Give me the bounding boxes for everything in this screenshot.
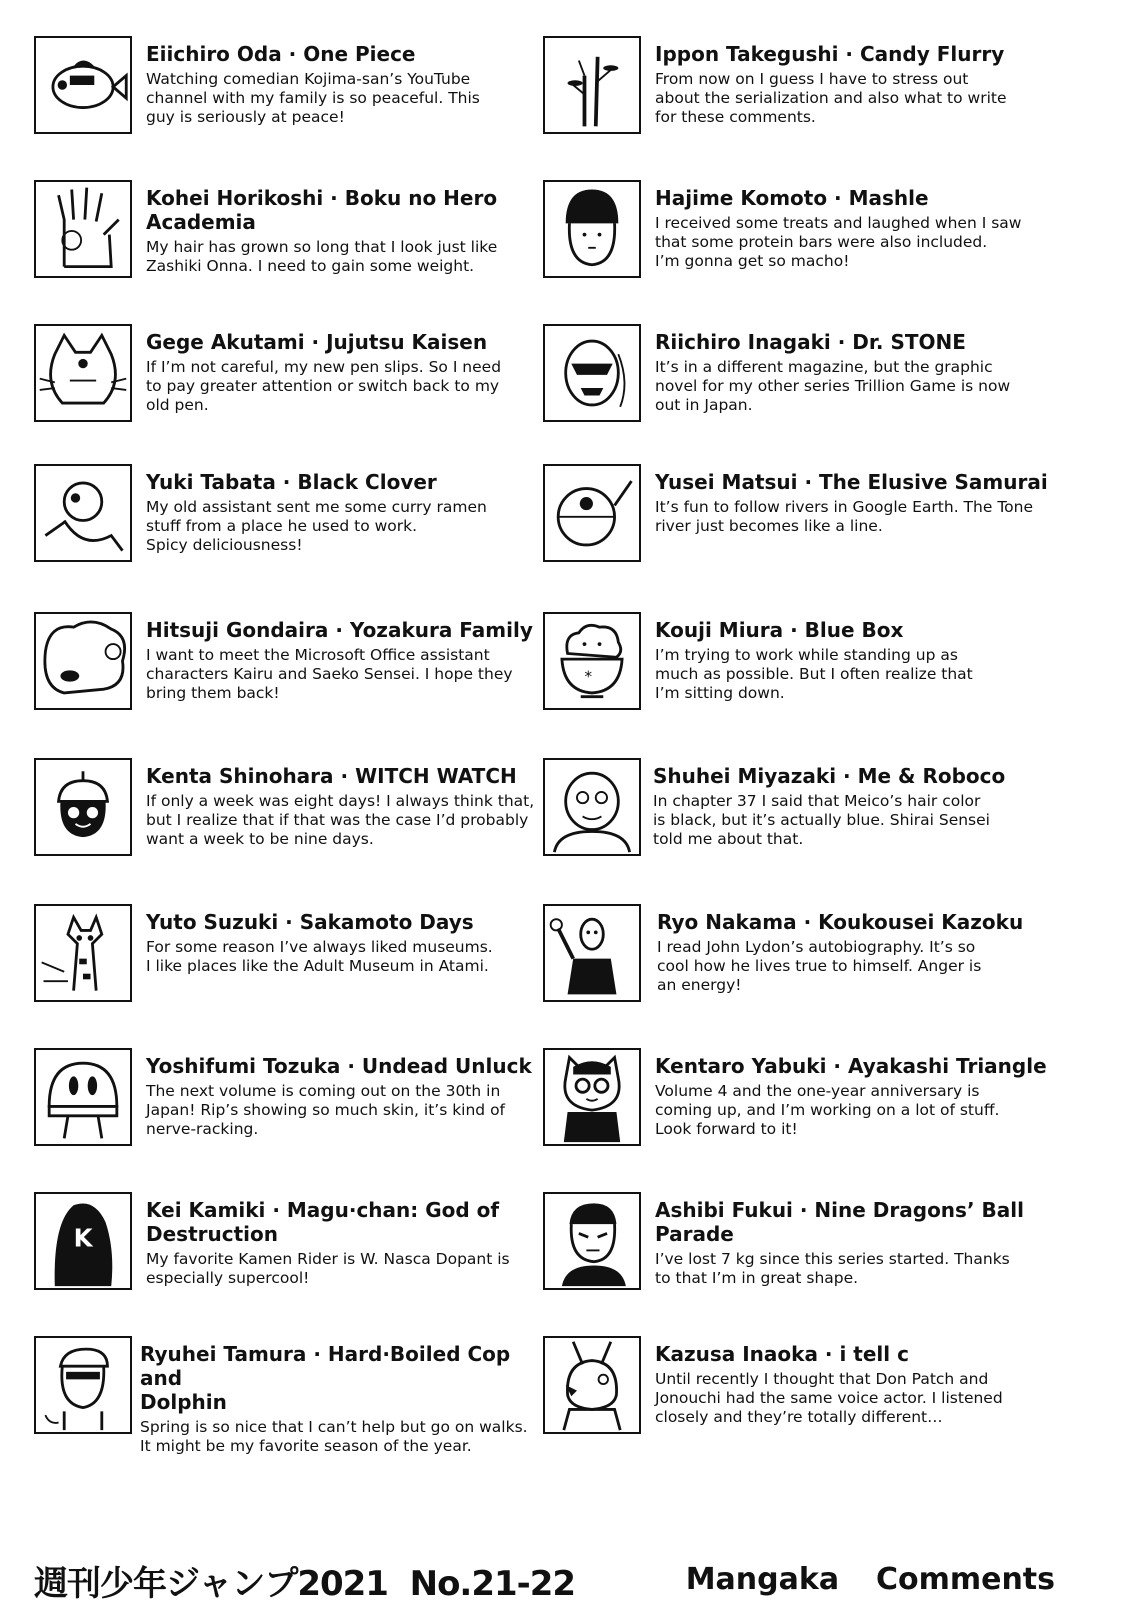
svg-text:K: K [73,1223,93,1253]
author-comment: Spring is so nice that I can’t help but go on walks. It might be my favorite season of the year. [140,1418,528,1455]
author-comment: My favorite Kamen Rider is W. Nasca Dopant is especially supercool! [146,1250,510,1287]
ball-character-icon [543,464,641,562]
hand-icon [34,180,132,278]
author-series-title: Shuhei Miyazaki · Me & Roboco [653,764,1006,788]
author-series-title: Ashibi Fukui · Nine Dragons’ Ball Parade [655,1198,1024,1246]
author-series-title: Kohei Horikoshi · Boku no Hero Academia [146,186,498,234]
author-comment: I’ve lost 7 kg since this series started. Thanks to that I’m in great shape. [655,1250,1010,1287]
old-man-icon [543,758,641,856]
comment-entry [543,1336,1063,1456]
comment-entry [543,1048,1063,1168]
author-series-title: Ryo Nakama · Koukousei Kazoku [657,910,1024,934]
author-series-title: Ippon Takegushi · Candy Flurry [655,42,1005,66]
comment-entry [34,180,554,300]
comment-entry [543,324,1063,444]
author-series-title: Eiichiro Oda · One Piece [146,42,416,66]
author-series-title: Hajime Komoto · Mashle [655,186,929,210]
author-comment: Until recently I thought that Don Patch and Jonouchi had the same voice actor. I listened closely and they’re totally different… [655,1370,1003,1426]
comment-entry [34,612,554,732]
issue-title: 週刊少年ジャンプ2021 No.21-22 [34,1564,576,1604]
author-comment: I read John Lydon’s autobiography. It’s so cool how he lives true to himself. Anger is an energy! [657,938,982,994]
comment-entry [543,904,1063,1024]
rabbit-hood-icon [543,1336,641,1434]
comment-entry [34,36,554,156]
author-comment: I received some treats and laughed when I saw that some protein bars were also included. I’m gonna get so macho! [655,214,1022,270]
author-comment: I’m trying to work while standing up as much as possible. But I often realize that I’m sitting down. [655,646,973,702]
comment-entry [543,464,1063,584]
comment-entry [543,36,1063,156]
author-series-title: Yuki Tabata · Black Clover [146,470,437,494]
cat-icon [34,324,132,422]
author-comment: The next volume is coming out on the 30th in Japan! Rip’s showing so much skin, it’s kind of nerve-racking. [146,1082,506,1138]
bird-icon [34,464,132,562]
author-comment: In chapter 37 I said that Meico’s hair color is black, but it’s actually blue. Shirai Sensei told me about that. [653,792,990,848]
author-series-title: Kazusa Inaoka · i tell c [655,1342,909,1366]
author-comment: Volume 4 and the one-year anniversary is coming up, and I’m working on a lot of stuff. Look forward to it! [655,1082,1000,1138]
rice-bowl-icon [543,612,641,710]
comment-entry [543,1192,1063,1312]
glasses-cat-icon [543,1048,641,1146]
author-comment: If only a week was eight days! I always think that, but I realize that if that was the case I’d probably want a week to be nine days. [146,792,535,848]
author-series-title: Riichiro Inagaki · Dr. STONE [655,330,966,354]
comment-entry [34,464,554,584]
bamboo-icon [543,36,641,134]
jellyfish-icon [34,1048,132,1146]
fish-icon [34,36,132,134]
comment-entry [34,324,554,444]
author-series-title: Yoshifumi Tozuka · Undead Unluck [146,1054,532,1078]
sheep-icon [34,612,132,710]
author-series-title: Kouji Miura · Blue Box [655,618,904,642]
comment-entry [543,180,1063,300]
author-comment: It’s fun to follow rivers in Google Earth. The Tone river just becomes like a line. [655,498,1033,535]
comment-entry [34,1336,554,1456]
comment-entry [543,612,1063,732]
author-series-title: Hitsuji Gondaira · Yozakura Family [146,618,533,642]
section-title: Mangaka Comments [685,1562,1055,1597]
comment-entry [34,904,554,1024]
author-comment: My hair has grown so long that I look just like Zashiki Onna. I need to gain some weight. [146,238,498,275]
acorn-icon [34,758,132,856]
author-series-title: Kei Kamiki · Magu·chan: God of Destruction [146,1198,500,1246]
author-series-title: Kenta Shinohara · WITCH WATCH [146,764,517,788]
author-series-title: Gege Akutami · Jujutsu Kaisen [146,330,488,354]
comment-entry [34,1048,554,1168]
author-comment: My old assistant sent me some curry ramen stuff from a place he used to work. Spicy deliciousness! [146,498,487,554]
author-series-title: Kentaro Yabuki · Ayakashi Triangle [655,1054,1047,1078]
hooded-figure-icon [34,1192,132,1290]
comment-entry [34,1192,554,1312]
author-comment: From now on I guess I have to stress out about the serialization and also what to write for these comments. [655,70,1007,126]
author-comment: I want to meet the Microsoft Office assistant characters Kairu and Saeko Sensei. I hope they bring them back! [146,646,513,702]
author-series-title: Ryuhei Tamura · Hard·Boiled Cop and Dolphin [140,1342,511,1414]
giraffe-icon [34,904,132,1002]
waving-figure-icon [543,904,641,1002]
svg-text:*: * [584,667,592,686]
author-series-title: Yusei Matsui · The Elusive Samurai [655,470,1048,494]
cap-man-icon [34,1336,132,1434]
comment-entry [543,758,1063,878]
author-series-title: Yuto Suzuki · Sakamoto Days [146,910,474,934]
mushroom-head-icon [543,180,641,278]
mask-face-icon [543,324,641,422]
author-comment: It’s in a different magazine, but the graphic novel for my other series Trillion Game is now out in Japan. [655,358,1011,414]
author-comment: Watching comedian Kojima-san’s YouTube channel with my family is so peaceful. This guy is seriously at peace! [146,70,480,126]
cap-boy-icon [543,1192,641,1290]
comment-entry [34,758,554,878]
author-comment: If I’m not careful, my new pen slips. So I need to pay greater attention or switch back to my old pen. [146,358,502,414]
author-comment: For some reason I’ve always liked museums. I like places like the Adult Museum in Atami. [146,938,493,975]
